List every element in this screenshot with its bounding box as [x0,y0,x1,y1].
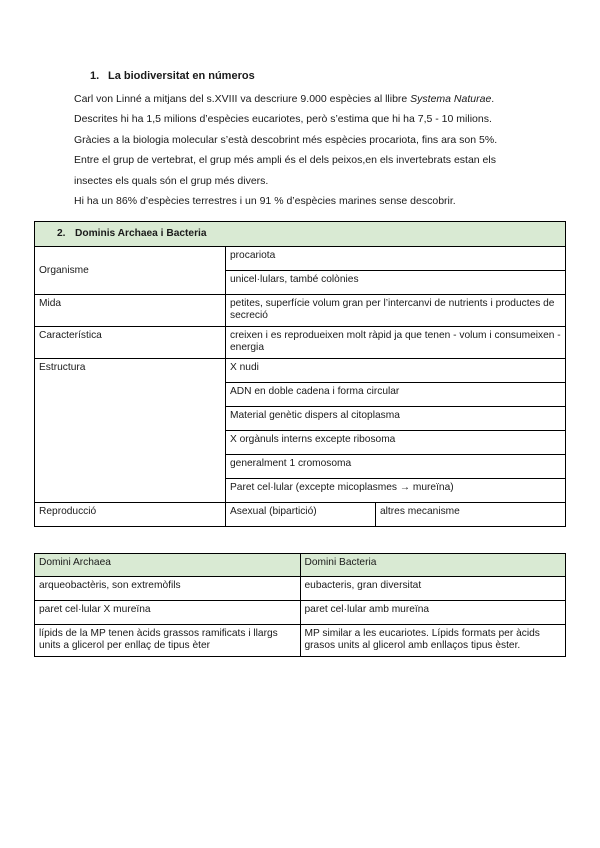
paragraph-line: Carl von Linné a mitjans del s.XVIII va descriure 9.000 espècies al llibre Systema Naturae. [74,93,495,105]
table-cell: MP similar a les eucariotes. Lípids formats per àcids grasos units al glicerol amb enllaços tipus èster. [300,625,566,657]
table-row [35,625,566,657]
table-row [35,503,566,527]
table-cell: generalment 1 cromosoma [226,455,566,479]
table-row [35,601,566,625]
table-cell: unicel·lulars, també colònies [226,271,566,295]
dominis-table [34,221,566,527]
property-label-reproduccio: Reproducció [35,503,226,527]
table-cell: arqueobactèris, son extremòfils [35,577,301,601]
table-cell: eubacteris, gran diversitat [300,577,566,601]
table-cell: creixen i es reprodueixen molt ràpid ja que tenen - volum i consumeixen - energia [226,327,566,359]
paragraph-line: Gràcies a la biologia molecular s’està descobrint més espècies procariota, fins ara son 5%. [74,133,498,146]
column-header-archaea: Domini Archaea [35,554,301,577]
paragraph-line: Hi ha un 86% d’espècies terrestres i un 91 % d’espècies marines sense descobrir. [74,195,456,208]
paragraph-line: Descrites hi ha 1,5 milions d’espècies eucariotes, però s’estima que hi ha 7,5 - 10 milions. [74,113,492,126]
paragraph-line: insectes els quals són el grup més divers. [74,174,269,187]
table-cell: paret cel·lular amb mureïna [300,601,566,625]
section-title: La biodiversitat en números [108,70,255,82]
table-row [35,247,566,271]
property-label-estructura: Estructura [35,359,226,503]
table-cell: lípids de la MP tenen àcids grassos ramificats i llargs units a glicerol per enllaç de tipus èter [35,625,301,657]
table-cell: Asexual (bipartició) [226,503,376,527]
table-cell: Material genètic dispers al citoplasma [226,407,566,431]
table-cell: petites, superfície volum gran per l’intercanvi de nutrients i productes de secreció [226,295,566,327]
table-cell: X nudi [226,359,566,383]
table-title: 2. Dominis Archaea i Bacteria [35,222,566,247]
section-number: 1. [90,70,100,82]
table-row [35,577,566,601]
table-cell: Paret cel·lular (excepte micoplasmes → mureïna) [226,479,566,503]
property-label-organisme: Organisme [35,247,226,295]
book-title: Systema Naturae [410,93,492,105]
table-row [35,359,566,383]
domain-comparison-table [34,553,566,657]
property-label-mida: Mida [35,295,226,327]
table-header-row [35,222,566,247]
section-heading-biodiversitat [90,70,255,82]
biodiversity-paragraph [74,89,554,211]
paragraph-line: Entre el grup de vertebrat, el grup més ampli és el dels peixos,en els invertebrats estan els [74,154,496,167]
table-cell: procariota [226,247,566,271]
table-cell: paret cel·lular X mureïna [35,601,301,625]
table-header-row [35,554,566,577]
table-row [35,327,566,359]
table-cell: X orgànuls interns excepte ribosoma [226,431,566,455]
property-label-caracteristica: Característica [35,327,226,359]
column-header-bacteria: Domini Bacteria [300,554,566,577]
table-cell: ADN en doble cadena i forma circular [226,383,566,407]
table-cell: altres mecanisme [376,503,566,527]
table-row [35,295,566,327]
